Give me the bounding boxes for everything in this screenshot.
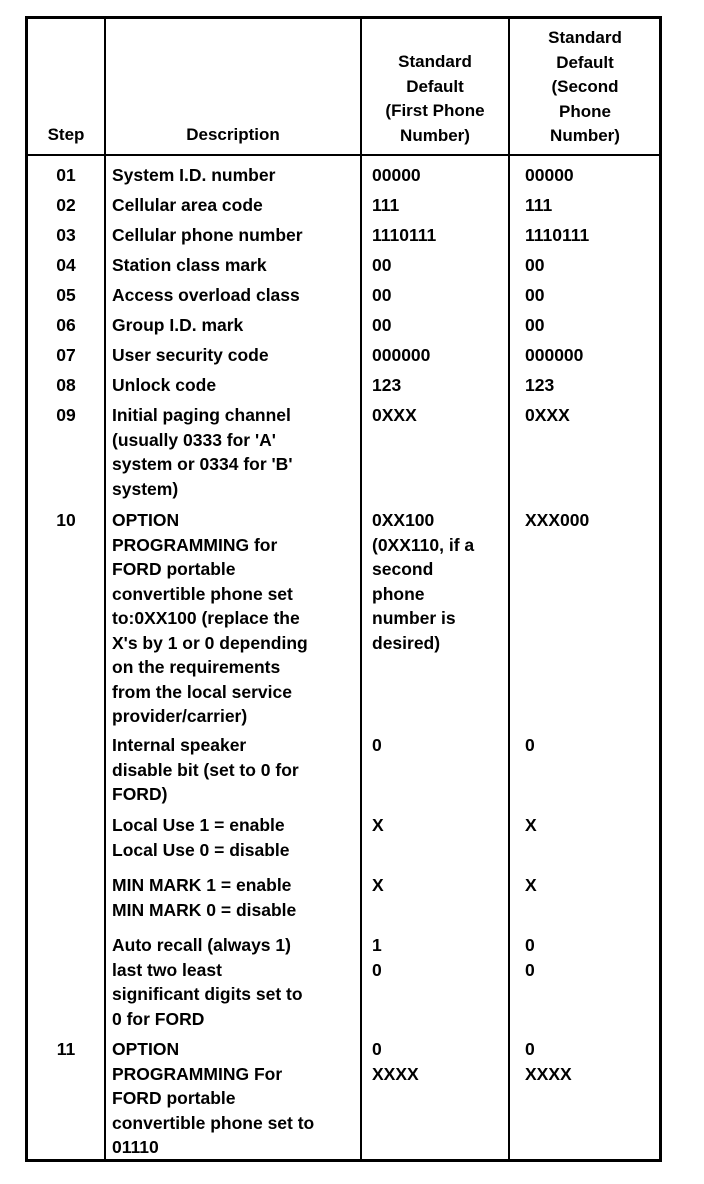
second-phone-cell: 0 <box>525 735 535 755</box>
second-phone-cell: 0 XXXX <box>525 1039 572 1084</box>
first-phone-cell: 00 <box>372 285 392 305</box>
description-cell: OPTION PROGRAMMING For FORD portable convertible phone set to 01110 <box>112 1039 315 1157</box>
programming-table <box>25 16 662 1162</box>
description-cell: Local Use 1 = enable Local Use 0 = disable <box>112 815 290 860</box>
second-phone-cell: XXX000 <box>525 510 590 530</box>
description-cell: Cellular area code <box>112 195 263 215</box>
step-cell: 07 <box>56 345 76 365</box>
description-cell: Access overload class <box>112 285 300 305</box>
first-phone-cell: 0XX100 (0XX110, if a second phone number is desired) <box>372 510 475 653</box>
description-cell: MIN MARK 1 = enable MIN MARK 0 = disable <box>112 875 297 920</box>
column-divider <box>508 19 510 1159</box>
first-phone-cell: 00 <box>372 255 392 275</box>
description-cell: Auto recall (always 1) last two least significant digits set to 0 for FORD <box>112 935 303 1029</box>
description-cell: Initial paging channel (usually 0333 for 'A' system or 0334 for 'B' system) <box>112 405 293 499</box>
step-cell: 06 <box>56 315 76 335</box>
header-divider <box>28 154 659 156</box>
step-cell: 05 <box>56 285 76 305</box>
second-phone-cell: 0 0 <box>525 935 535 980</box>
second-phone-cell: X <box>525 875 537 895</box>
second-phone-cell: 000000 <box>525 345 584 365</box>
second-phone-cell: 00 <box>525 255 545 275</box>
second-phone-cell: X <box>525 815 537 835</box>
first-phone-cell: 0XXX <box>372 405 417 425</box>
description-cell: Station class mark <box>112 255 267 275</box>
first-phone-cell: X <box>372 815 384 835</box>
first-phone-cell: X <box>372 875 384 895</box>
step-cell: 03 <box>56 225 76 245</box>
first-phone-cell: 00000 <box>372 165 421 185</box>
first-phone-cell: 0 <box>372 735 382 755</box>
second-phone-cell: 111 <box>525 195 553 215</box>
first-phone-cell: 123 <box>372 375 402 395</box>
column-divider <box>360 19 362 1159</box>
description-cell: System I.D. number <box>112 165 276 185</box>
second-phone-cell: 00 <box>525 285 545 305</box>
step-cell: 01 <box>56 165 76 185</box>
first-phone-cell: 00 <box>372 315 392 335</box>
column-divider <box>104 19 106 1159</box>
second-phone-cell: 123 <box>525 375 555 395</box>
header-step: Step <box>47 125 85 144</box>
description-cell: Cellular phone number <box>112 225 303 245</box>
second-phone-cell: 00000 <box>525 165 574 185</box>
header-second-phone: Standard Default (Second Phone Number) <box>548 28 622 145</box>
step-cell: 11 <box>56 1039 76 1059</box>
step-cell: 09 <box>56 405 76 425</box>
description-cell: Group I.D. mark <box>112 315 244 335</box>
first-phone-cell: 111 <box>372 195 400 215</box>
first-phone-cell: 000000 <box>372 345 431 365</box>
header-description: Description <box>186 125 280 144</box>
second-phone-cell: 0XXX <box>525 405 570 425</box>
header-first-phone: Standard Default (First Phone Number) <box>385 52 485 145</box>
step-cell: 10 <box>56 510 76 530</box>
first-phone-cell: 1110111 <box>372 225 437 245</box>
step-cell: 02 <box>56 195 76 215</box>
first-phone-cell: 0 XXXX <box>372 1039 419 1084</box>
description-cell: Unlock code <box>112 375 217 395</box>
second-phone-cell: 00 <box>525 315 545 335</box>
description-cell: User security code <box>112 345 269 365</box>
description-cell: OPTION PROGRAMMING for FORD portable convertible phone set to:0XX100 (replace the X's by 1 or 0 depending on the requirements from the local service provider/carrier) <box>112 510 308 726</box>
step-cell: 08 <box>56 375 76 395</box>
first-phone-cell: 1 0 <box>372 935 382 980</box>
second-phone-cell: 1110111 <box>525 225 590 245</box>
description-cell: Internal speaker disable bit (set to 0 for FORD) <box>112 735 299 804</box>
step-cell: 04 <box>56 255 76 275</box>
